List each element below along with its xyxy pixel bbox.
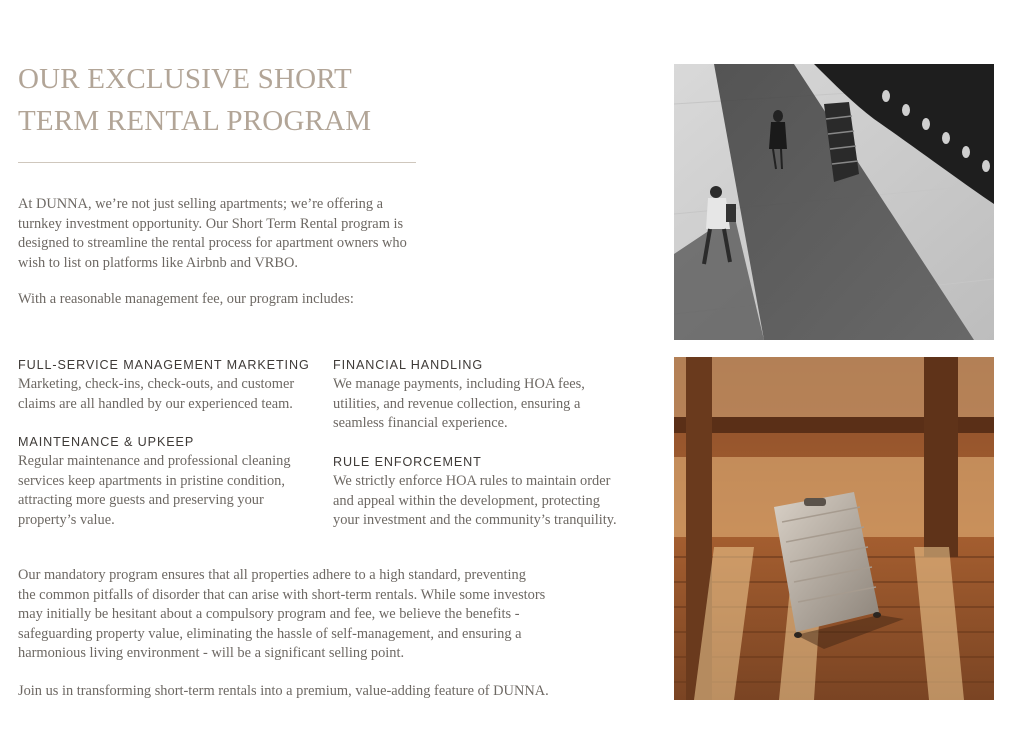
closing-line: safeguarding property value, eliminating the hassle of self-management, and ensuring a bbox=[18, 625, 522, 642]
feature-maintenance-upkeep bbox=[18, 434, 338, 530]
feature-line: your investment and the community’s tranquility. bbox=[333, 512, 617, 528]
feature-heading: MAINTENANCE & UPKEEP bbox=[18, 435, 195, 449]
join-line: Join us in transforming short-term rentals into a premium, value-adding feature of DUNNA. bbox=[18, 683, 549, 699]
feature-rule-enforcement bbox=[333, 454, 653, 531]
title-divider bbox=[18, 162, 416, 163]
feature-line: We strictly enforce HOA rules to maintain order bbox=[333, 473, 611, 489]
jet-boarding-photo bbox=[674, 64, 994, 340]
jet-photo-illustration bbox=[674, 64, 994, 340]
closing-line: the common pitfalls of disorder that can arise with short-term rentals. While some investors bbox=[18, 586, 546, 603]
lead-line: With a reasonable management fee, our program includes: bbox=[18, 291, 354, 307]
join-paragraph bbox=[18, 682, 549, 702]
feature-heading: FULL-SERVICE MANAGEMENT MARKETING bbox=[18, 358, 310, 372]
feature-line: property’s value. bbox=[18, 511, 115, 528]
page-title bbox=[18, 58, 438, 142]
closing-paragraph bbox=[18, 566, 545, 664]
closing-line: harmonious living environment - will be a significant selling point. bbox=[18, 645, 405, 661]
feature-line: Regular maintenance and professional cleaning bbox=[18, 453, 291, 469]
feature-line: and appeal within the development, protecting bbox=[333, 492, 600, 509]
intro-line: turnkey investment opportunity. Our Short Term Rental program is bbox=[18, 215, 404, 232]
lead-paragraph bbox=[18, 290, 354, 310]
feature-financial-handling bbox=[333, 357, 653, 434]
page-title-line: TERM RENTAL PROGRAM bbox=[18, 105, 372, 137]
feature-line: seamless financial experience. bbox=[333, 415, 508, 431]
feature-heading: RULE ENFORCEMENT bbox=[333, 455, 482, 469]
feature-line: We manage payments, including HOA fees, bbox=[333, 376, 585, 392]
feature-line: claims are all handled by our experienced team. bbox=[18, 395, 293, 412]
closing-line: may initially be hesitant about a compulsory program and fee, we believe the benefits - bbox=[18, 606, 520, 622]
feature-heading: FINANCIAL HANDLING bbox=[333, 358, 484, 372]
feature-line: services keep apartments in pristine condition, bbox=[18, 472, 285, 489]
page-title-line: OUR EXCLUSIVE SHORT bbox=[18, 63, 352, 95]
intro-line: wish to list on platforms like Airbnb and VRBO. bbox=[18, 254, 298, 271]
feature-description bbox=[333, 472, 653, 531]
feature-line: utilities, and revenue collection, ensuring a bbox=[333, 395, 581, 412]
suitcase-photo bbox=[674, 357, 994, 700]
feature-description bbox=[18, 452, 338, 530]
intro-paragraph bbox=[18, 195, 407, 273]
feature-line: attracting more guests and preserving your bbox=[18, 492, 264, 508]
suitcase-photo-illustration bbox=[674, 357, 994, 700]
intro-line: At DUNNA, we’re not just selling apartments; we’re offering a bbox=[18, 196, 383, 212]
feature-full-service-management bbox=[18, 357, 338, 414]
closing-line: Our mandatory program ensures that all properties adhere to a high standard, preventing bbox=[18, 567, 526, 583]
feature-line: Marketing, check-ins, check-outs, and customer bbox=[18, 376, 295, 392]
intro-line: designed to streamline the rental process for apartment owners who bbox=[18, 235, 407, 251]
feature-description bbox=[18, 375, 338, 414]
feature-description bbox=[333, 375, 653, 434]
